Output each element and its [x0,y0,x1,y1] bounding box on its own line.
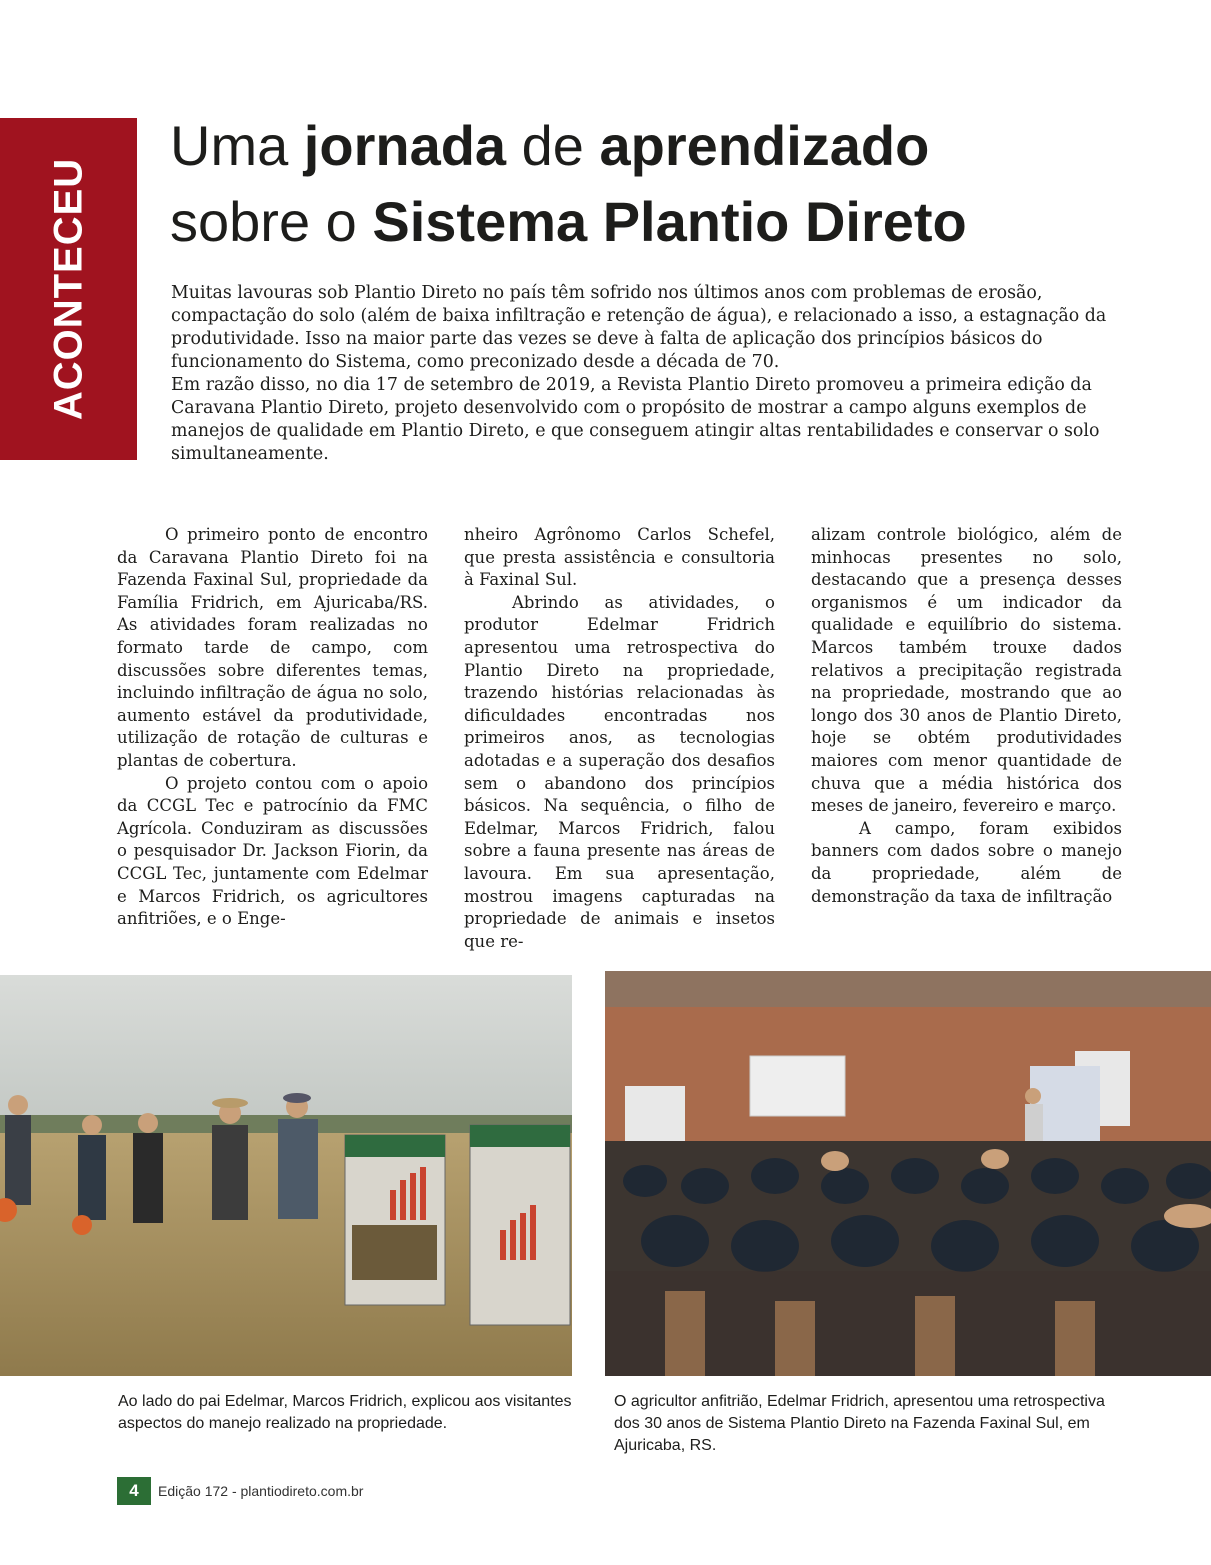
body-paragraph: Abrindo as atividades, o produtor Edelmar Fridrich apresentou uma retrospectiva do Plantio Direto na propriedade, trazendo histórias relacionadas às dificuldades encontradas nos primeiros anos, as tecnologias adotadas e a superação dos desafios sem o abandono dos princípios básicos. Na sequência, o filho de Edelmar, Marcos Fridrich, falou sobre a fauna presente nas áreas de lavoura. Em sua apresentação, mostrou imagens capturadas na propriedade de animais e insetos que re- [464,592,775,951]
headline [170,108,1170,260]
headline-word-bold: aprendizado [599,114,930,177]
body-paragraph: O primeiro ponto de encontro da Caravana Plantio Direto foi na Fazenda Faxinal Sul, propriedade da Família Fridrich, em Ajuricaba/RS. As atividades foram realizadas no formato tarde de campo, com discussões sobre diferentes temas, incluindo infiltração de água no solo, aumento estável da produtividade, utilização de rotação de culturas e plantas de cobertura. [117,525,428,770]
body-paragraph: A campo, foram exibidos banners com dados sobre o manejo da propriedade, além de demonstração da taxa de infiltração [811,818,1122,906]
page-number-badge: 4 [117,1477,151,1505]
lead-paragraph: Em razão disso, no dia 17 de setembro de 2019, a Revista Plantio Direto promoveu a primeira edição da Caravana Plantio Direto, projeto desenvolvido com o propósito de mostrar a campo alguns exemplos de manejos de qualidade em Plantio Direto, e que conseguem atingir altas rentabilidades e conservar o solo simultaneamente. [171,375,1100,464]
headline-word: Uma [170,114,289,177]
headline-word: de [521,114,584,177]
headline-word-bold: jornada [303,114,507,177]
body-column-1 [117,524,428,934]
section-tab [0,118,137,460]
presentation-illustration [605,971,1211,1376]
field-day-illustration [0,975,572,1376]
body-column-2 [464,524,775,951]
lead-paragraphs [171,282,1111,466]
body-paragraph: alizam controle biológico, além de minhocas presentes no solo, destacando que a presença desses organismos é um indicador da qualidade e equilíbrio do sistema. Marcos também trouxe dados relativos a precipitação registrada na propriedade, mostrando que ao longo dos 30 anos de Plantio Direto, hoje se obtém produtividades maiores com menor quantidade de chuva que a média histórica dos meses de janeiro, fevereiro e março. [811,525,1122,816]
body-column-3 [811,524,1122,934]
body-paragraph: nheiro Agrônomo Carlos Schefel, que presta assistência e consultoria à Faxinal Sul. [464,525,775,590]
caption-presentation: O agricultor anfitrião, Edelmar Fridrich, apresentou uma retrospectiva dos 30 anos de Sistema Plantio Direto na Fazenda Faxinal Sul, em Ajuricaba, RS. [614,1393,1105,1454]
presentation-photo [605,971,1211,1376]
headline-word-bold: Sistema Plantio Direto [372,190,967,253]
field-day-photo [0,975,572,1376]
body-paragraph: O projeto contou com o apoio da CCGL Tec e patrocínio da FMC Agrícola. Conduziram as discussões o pesquisador Dr. Jackson Fiorin, da CCGL Tec, juntamente com Edelmar e Marcos Fridrich, os agricultores anfitriões, e o Enge- [117,773,428,929]
caption-field-day: Ao lado do pai Edelmar, Marcos Fridrich, explicou aos visitantes aspectos do manejo realizado na propriedade. [118,1393,572,1432]
lead-paragraph: Muitas lavouras sob Plantio Direto no país têm sofrido nos últimos anos com problemas de erosão, compactação do solo (além de baixa infiltração e retenção de água), e relacionado a isso, a estagnação da produtividade. Isso na maior parte das vezes se deve à falta de aplicação dos princípios básicos do funcionamento do Sistema, como preconizado desde a década de 70. [171,283,1107,372]
footer-edition: Edição 172 - plantiodireto.com.br [158,1483,364,1499]
section-label: ACONTECEU [46,157,90,421]
headline-word: sobre o [170,190,357,253]
